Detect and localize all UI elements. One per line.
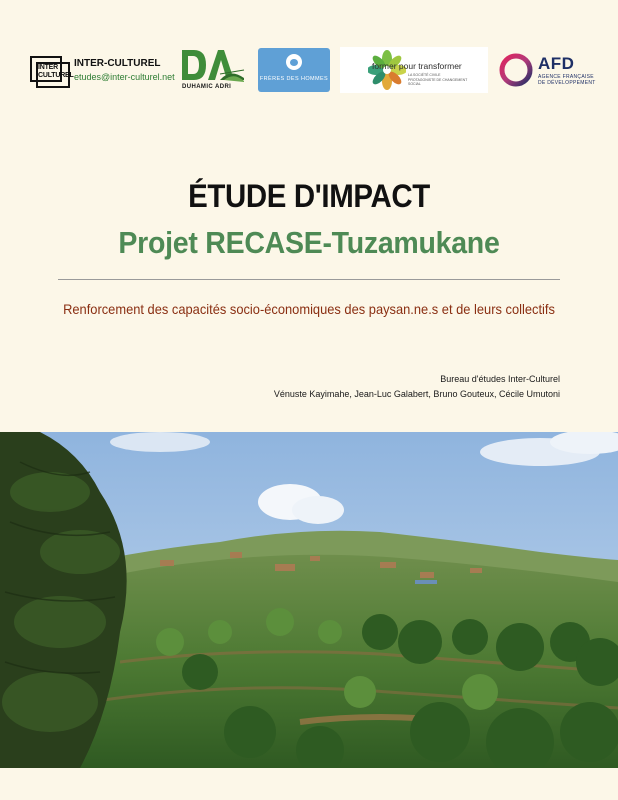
freres-des-hommes-text: FRÈRES DES HOMMES [259, 76, 329, 82]
afd-name: AFD [538, 54, 575, 73]
hillside-landscape-image [0, 432, 618, 768]
former-pour-transformer-sub: LA SOCIÉTÉ CIVILE PROTAGONISTE DE CHANGEMENT SOCIAL [408, 73, 468, 86]
duhamic-adri-caption: DUHAMIC ADRI [182, 84, 232, 90]
duhamic-adri-mark-icon [180, 48, 246, 84]
inter-culturel-email: etudes@inter-culturel.net [74, 72, 175, 82]
bureau-credit: Bureau d'études Inter-Culturel [440, 374, 560, 384]
cover-photo [0, 432, 618, 768]
afd-subtitle-line2: DE DÉVELOPPEMENT [538, 80, 596, 86]
freres-des-hommes-logo [258, 48, 330, 92]
document-title: ÉTUDE D'IMPACT [188, 178, 430, 214]
inter-culturel-logo [30, 46, 180, 92]
duhamic-adri-logo [180, 46, 250, 92]
inter-culturel-name: INTER-CULTUREL [74, 58, 161, 69]
title-divider [58, 279, 560, 280]
inter-culturel-mark-icon [30, 56, 74, 84]
document-subtitle: Projet RECASE-Tuzamukane [118, 225, 500, 260]
document-tagline: Renforcement des capacités socio-économiques des paysan.ne.s et de leurs collectifs [63, 301, 555, 317]
afd-subtitle [538, 74, 596, 86]
afd-logo [498, 46, 596, 92]
inter-culturel-mark-text: INTER CULTUREL [38, 64, 74, 79]
afd-ring-icon [498, 52, 534, 88]
water-drop-icon [286, 54, 302, 70]
former-pour-transformer-title: former pour transformer [372, 61, 462, 71]
authors-list: Vénuste Kayimahe, Jean-Luc Galabert, Bruno Gouteux, Cécile Umutoni [273, 389, 560, 399]
former-pour-transformer-logo [340, 47, 488, 93]
partner-logo-bar [30, 46, 596, 94]
afd-subtitle-line1: AGENCE FRANÇAISE [538, 74, 594, 80]
